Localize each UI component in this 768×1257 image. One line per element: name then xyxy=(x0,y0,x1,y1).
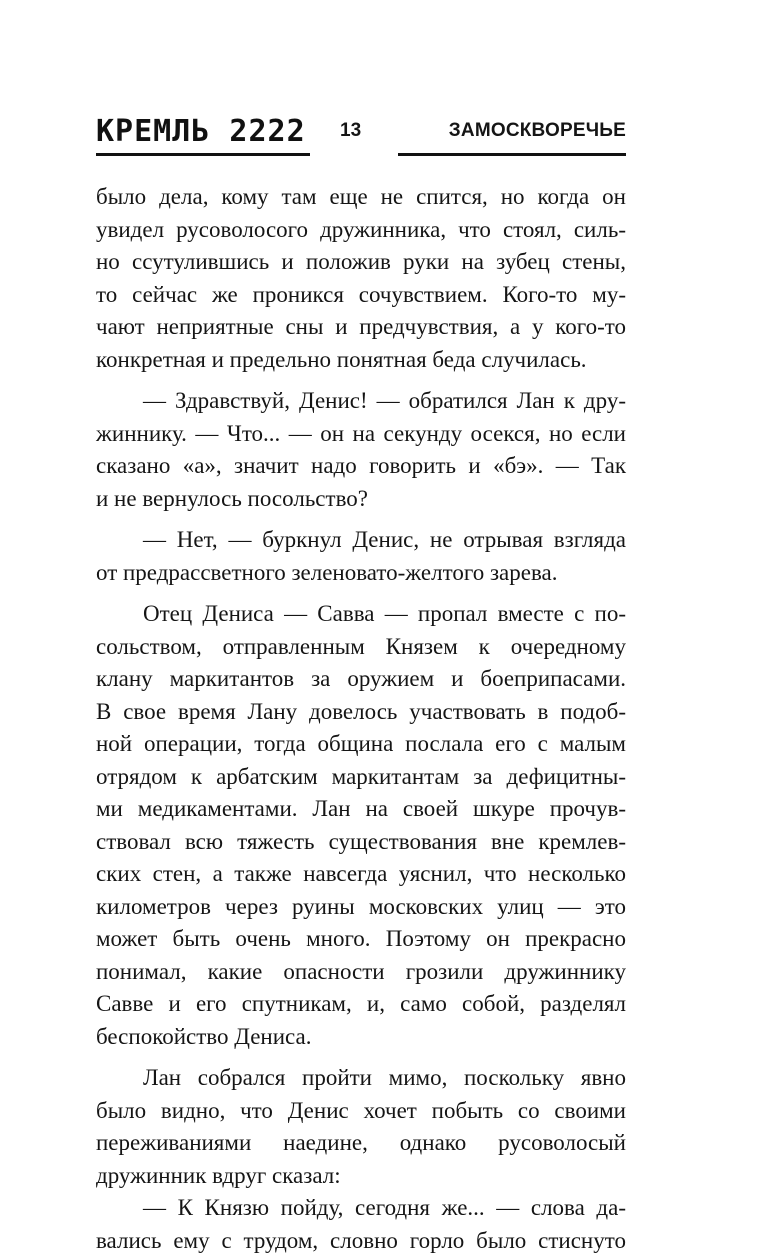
body-text xyxy=(96,181,626,1257)
text-line: было видно, что Денис хочет побыть со своими xyxy=(96,1095,626,1128)
text-line: клану маркитантов за оружием и боеприпасами. xyxy=(96,663,626,696)
text-line: может быть очень много. Поэтому он прекрасно xyxy=(96,923,626,956)
text-line: но ссутулившись и положив руки на зубец стены, xyxy=(96,246,626,279)
text-line: и не вернулось посольство? xyxy=(96,483,626,516)
text-line: Савве и его спутникам, и, само собой, разделял xyxy=(96,988,626,1021)
text-line: переживаниями наедине, однако русоволосый xyxy=(96,1127,626,1160)
text-line: беспокойство Дениса. xyxy=(96,1021,626,1054)
header-rule-left xyxy=(96,153,310,156)
text-line: ной операции, тогда община послала его с малым xyxy=(96,728,626,761)
text-line: сольством, отправленным Князем к очередному xyxy=(96,631,626,664)
header-rule-right xyxy=(398,153,626,156)
text-line: — К Князю пойду, сегодня же... — слова да- xyxy=(96,1192,626,1225)
text-line: — Здравствуй, Денис! — обратился Лан к дру- xyxy=(96,385,626,418)
text-line: В свое время Лану довелось участвовать в подоб- xyxy=(96,696,626,729)
text-line: ствовал всю тяжесть существования вне кремлев- xyxy=(96,826,626,859)
text-line: Лан собрался пройти мимо, поскольку явно xyxy=(96,1062,626,1095)
page-number: 13 xyxy=(340,120,361,142)
text-line: дружинник вдруг сказал: xyxy=(96,1160,626,1193)
text-line: понимал, какие опасности грозили дружиннику xyxy=(96,956,626,989)
text-line: ми медикаментами. Лан на своей шкуре прочув- xyxy=(96,793,626,826)
text-line: Отец Дениса — Савва — пропал вместе с по- xyxy=(96,598,626,631)
text-line: сказано «а», значит надо говорить и «бэ». — Так xyxy=(96,450,626,483)
text-line: от предрассветного зеленовато-желтого зарева. xyxy=(96,557,626,590)
text-line: — Нет, — буркнул Денис, не отрывая взгляда xyxy=(96,524,626,557)
text-line: жиннику. — Что... — он на секунду осекся, но если xyxy=(96,418,626,451)
text-line: ских стен, а также навсегда уяснил, что несколько xyxy=(96,858,626,891)
text-line: конкретная и предельно понятная беда случилась. xyxy=(96,344,626,377)
text-line: было дела, кому там еще не спится, но когда он xyxy=(96,181,626,214)
text-line: увидел русоволосого дружинника, что стоял, силь- xyxy=(96,214,626,247)
text-line: километров через руины московских улиц — это xyxy=(96,891,626,924)
text-line: то сейчас же проникся сочувствием. Кого-то му- xyxy=(96,279,626,312)
running-header xyxy=(96,112,626,156)
text-line: отрядом к арбатским маркитантам за дефицитны- xyxy=(96,761,626,794)
series-title: КРЕМЛЬ 2222 xyxy=(96,115,306,149)
text-line: вались ему с трудом, словно горло было стиснуто xyxy=(96,1225,626,1257)
chapter-title: ЗАМОСКВОРЕЧЬЕ xyxy=(449,120,626,142)
text-line: чают неприятные сны и предчувствия, а у кого-то xyxy=(96,311,626,344)
